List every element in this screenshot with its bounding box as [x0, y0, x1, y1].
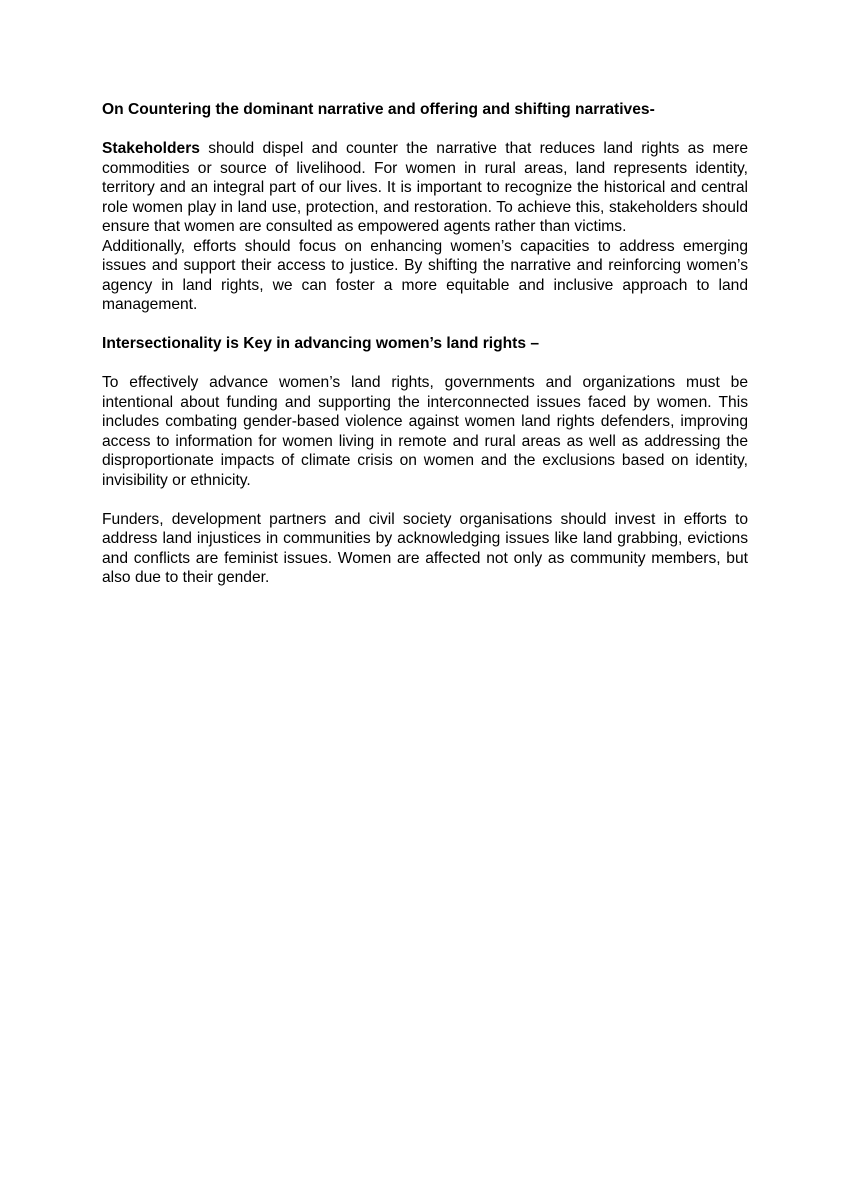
document-body [102, 100, 748, 588]
section-heading-intersectionality: Intersectionality is Key in advancing women’s land rights – [102, 335, 540, 352]
paragraph-advance-rights: To effectively advance women’s land rights, governments and organizations must be intentional about funding and supporting the interconnected issues faced by women. This includes combating gender-based violence against women land rights defenders, improving access to information for women living in remote and rural areas as well as addressing the disproportionate impacts of climate crisis on women and the exclusions based on identity, invisibility or ethnicity. [102, 374, 748, 489]
paragraph-stakeholders [102, 139, 748, 237]
paragraph-gap [102, 490, 748, 510]
paragraph-funders: Funders, development partners and civil society organisations should invest in efforts to address land injustices in communities by acknowledging issues like land grabbing, evictions and conflicts are feminist issues. Women are affected not only as community members, but also due to their gender. [102, 510, 748, 586]
paragraph-additionally: Additionally, efforts should focus on enhancing women’s capacities to address emerging issues and support their access to justice. By shifting the narrative and reinforcing women’s agency in land rights, we can foster a more equitable and inclusive approach to land management. [102, 237, 748, 313]
section-heading-counter-narrative: On Countering the dominant narrative and offering and shifting narratives- [102, 101, 655, 118]
paragraph-gap [102, 315, 748, 335]
paragraph-lead-bold: Stakeholders [102, 140, 200, 157]
paragraph-gap [102, 120, 748, 140]
paragraph-stakeholders-text: should dispel and counter the narrative that reduces land rights as mere commodities or source of livelihood. For women in rural areas, land represents identity, territory and an integral part of our lives. It is important to recognize the historical and central role women play in land use, protection, and restoration. To achieve this, stakeholders should ensure that women are consulted as empowered agents rather than victims. [102, 140, 748, 235]
paragraph-gap [102, 354, 748, 374]
